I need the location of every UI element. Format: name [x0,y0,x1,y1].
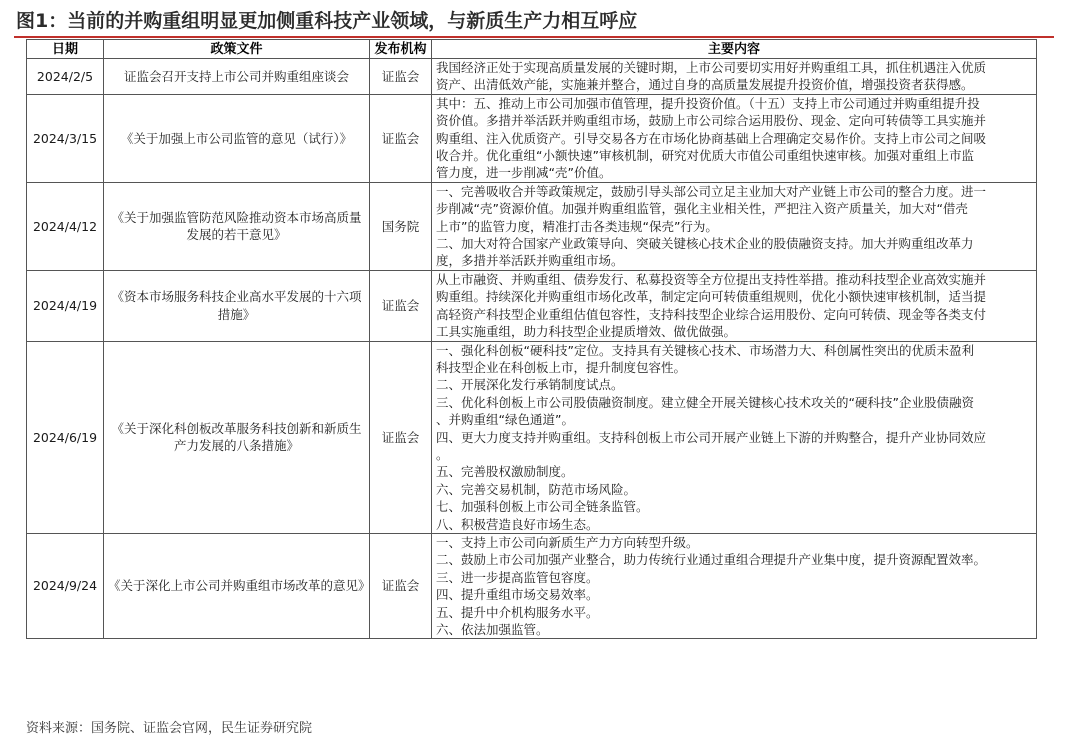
row-document: 证监会召开支持上市公司并购重组座谈会 [104,59,370,95]
content-line: 购重组。持续深化并购重组市场化改革，制定定向可转债重组规则，优化小额快速审核机制，适当提 [436,289,987,305]
header-content: 主要内容 [432,40,1037,59]
content-line: 二、鼓励上市公司加强产业整合，助力传统行业通过重组合理提升产业集中度，提升资源配置效率。 [436,552,987,568]
row-date: 2024/3/15 [27,94,104,182]
content-line: 六、完善交易机制，防范市场风险。 [436,481,637,497]
content-line: 从上市融资、并购重组、债券发行、私募投资等全方位提出支持性举措。推动科技型企业高效实施并 [436,271,987,287]
row-org: 证监会 [370,533,432,638]
content-line: 一、强化科创板“硬科技”定位。支持具有关键核心技术、市场潜力大、科创属性突出的优质未盈利 [436,342,974,358]
row-org: 国务院 [370,182,432,270]
table-row [27,59,1037,95]
row-content [432,533,1037,638]
content-line: 四、更大力度支持并购重组。支持科创板上市公司开展产业链上下游的并购整合，提升产业协同效应 [436,429,987,445]
row-date: 2024/9/24 [27,533,104,638]
content-line: 其中：五、推动上市公司加强市值管理，提升投资价值。（十五）支持上市公司通过并购重组提升投 [436,95,980,111]
table-row [27,270,1037,341]
table-row [27,533,1037,638]
row-date: 2024/4/19 [27,270,104,341]
content-line: 八、积极营造良好市场生态。 [436,516,599,532]
title-divider [14,36,1054,38]
row-document: 《关于深化科创板改革服务科技创新和新质生产力发展的八条措施》 [104,341,370,533]
table-row [27,341,1037,533]
content-line: 、并购重组“绿色通道”。 [436,412,574,428]
row-content [432,341,1037,533]
row-org: 证监会 [370,270,432,341]
content-line: 收合并。优化重组“小额快速”审核机制，研究对优质大市值公司重组快速审核。加强对重组上市监 [436,148,974,164]
content-line: 四、提升重组市场交易效率。 [436,587,599,603]
row-document: 《关于加强上市公司监管的意见（试行）》 [104,94,370,182]
row-org: 证监会 [370,59,432,95]
row-org: 证监会 [370,341,432,533]
policy-table [26,39,1037,639]
table-row [27,182,1037,270]
row-document: 《资本市场服务科技企业高水平发展的十六项措施》 [104,270,370,341]
row-document: 《关于加强监管防范风险推动资本市场高质量发展的若干意见》 [104,182,370,270]
content-line: 三、进一步提高监管包容度。 [436,569,599,585]
content-line: 一、完善吸收合并等政策规定，鼓励引导头部公司立足主业加大对产业链上市公司的整合力度。进一 [436,183,987,199]
content-line: 。 [436,446,449,462]
content-line: 资价值。多措并举活跃并购重组市场，鼓励上市公司综合运用股份、现金、定向可转债等工具实施并 [436,113,987,129]
content-line: 度，多措并举活跃并购重组市场。 [436,253,624,269]
content-line: 五、完善股权激励制度。 [436,464,574,480]
content-line: 科技型企业在科创板上市，提升制度包容性。 [436,359,687,375]
row-content [432,270,1037,341]
row-date: 2024/2/5 [27,59,104,95]
row-content [432,94,1037,182]
table-header-row [27,40,1037,59]
content-line: 购重组、注入优质资产。引导交易各方在市场化协商基础上合理确定交易作价。支持上市公司之间吸 [436,130,987,146]
content-line: 一、支持上市公司向新质生产力方向转型升级。 [436,534,699,550]
row-date: 2024/4/12 [27,182,104,270]
content-line: 三、优化科创板上市公司股债融资制度。建立健全开展关键核心技术攻关的“硬科技”企业股债融资 [436,394,974,410]
table-row [27,94,1037,182]
figure-title: 图1：当前的并购重组明显更加侧重科技产业领域，与新质生产力相互呼应 [16,10,638,32]
row-content [432,182,1037,270]
row-date: 2024/6/19 [27,341,104,533]
content-line: 六、依法加强监管。 [436,622,549,637]
content-line: 二、开展深化发行承销制度试点。 [436,377,624,393]
content-line: 五、提升中介机构服务水平。 [436,604,599,620]
header-document: 政策文件 [104,40,370,59]
content-line: 我国经济正处于实现高质量发展的关键时期，上市公司要切实用好并购重组工具，抓住机遇注入优质 [436,60,987,75]
content-line: 七、加强科创板上市公司全链条监管。 [436,499,649,515]
header-date: 日期 [27,40,104,59]
content-line: 步削减“壳”资源价值。加强并购重组监管，强化主业相关性，严把注入资产质量关，加大对“借壳 [436,201,968,217]
content-line: 资产、出清低效产能，实施兼并整合，通过自身的高质量发展提升投资价值，增强投资者获得感。 [436,77,974,93]
content-line: 高轻资产科技型企业重组估值包容性，支持科技型企业综合运用股份、定向可转债、现金等各类支付 [436,306,987,322]
source-note: 资料来源：国务院、证监会官网，民生证券研究院 [26,721,313,736]
content-line: 上市”的监管力度，精准打击各类违规“保壳”行为。 [436,218,718,234]
content-line: 工具实施重组，助力科技型企业提质增效、做优做强。 [436,324,737,340]
content-line: 管力度，进一步削减“壳”价值。 [436,165,612,181]
row-document: 《关于深化上市公司并购重组市场改革的意见》 [104,533,370,638]
row-org: 证监会 [370,94,432,182]
row-content [432,59,1037,95]
header-org: 发布机构 [370,40,432,59]
content-line: 二、加大对符合国家产业政策导向、突破关键核心技术企业的股债融资支持。加大并购重组改革力 [436,236,974,252]
